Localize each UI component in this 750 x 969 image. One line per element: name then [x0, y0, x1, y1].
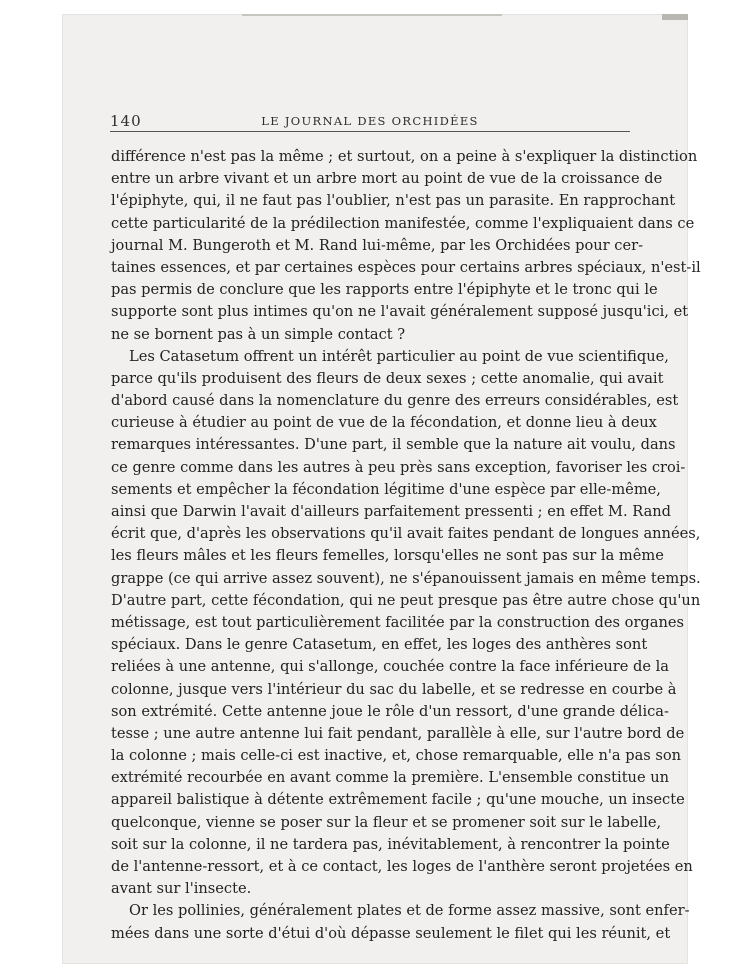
- text-line: ainsi que Darwin l'avait d'ailleurs parfaitement pressenti ; en effet M. Rand: [111, 503, 672, 520]
- text-line: ne se bornent pas à un simple contact ?: [111, 325, 406, 343]
- text-line: tesse ; une autre antenne lui fait pendant, parallèle à elle, sur l'autre bord de: [111, 724, 685, 742]
- page-header: [110, 110, 630, 132]
- text-line: parce qu'ils produisent des fleurs de deux sexes ; cette anomalie, qui avait: [111, 369, 664, 387]
- text-line: différence n'est pas la même ; et surtout, on a peine à s'expliquer la distinction: [111, 148, 698, 165]
- text-line: les fleurs mâles et les fleurs femelles, lorsqu'elles ne sont pas sur la même: [111, 547, 664, 565]
- text-line: appareil balistique à détente extrêmement facile ; qu'une mouche, un insecte: [111, 791, 685, 809]
- scan-corner-mark: [662, 14, 688, 20]
- text-line: entre un arbre vivant et un arbre mort au point de vue de la croissance de: [111, 170, 663, 188]
- text-line: mées dans une sorte d'étui d'où dépasse seulement le filet qui les réunit, et: [111, 924, 671, 942]
- paragraph: [111, 900, 690, 944]
- text-line: soit sur la colonne, il ne tardera pas, inévitablement, à rencontrer la pointe: [111, 835, 670, 853]
- text-line: avant sur l'insecte.: [111, 880, 252, 898]
- text-line: pas permis de conclure que les rapports entre l'épiphyte et le tronc qui le: [111, 281, 658, 299]
- page-number: 140: [110, 112, 142, 130]
- text-line: métissage, est tout particulièrement facilitée par la construction des organes: [111, 613, 684, 631]
- article-body: [111, 146, 701, 945]
- text-line: Or les pollinies, généralement plates et de forme assez massive, sont enfer-: [129, 902, 690, 920]
- text-line: l'épiphyte, qui, il ne faut pas l'oublier, n'est pas un parasite. En rapprochant: [111, 192, 676, 210]
- text-line: son extrémité. Cette antenne joue le rôle d'un ressort, d'une grande délica-: [111, 702, 669, 720]
- text-line: spéciaux. Dans le genre Catasetum, en effet, les loges des anthères sont: [111, 636, 648, 654]
- text-line: D'autre part, cette fécondation, qui ne peut presque pas être autre chose qu'un: [111, 591, 701, 609]
- text-line: curieuse à étudier au point de vue de la fécondation, et donne lieu à deux: [111, 414, 657, 432]
- text-line: journal M. Bungeroth et M. Rand lui-même, par les Orchidées pour cer-: [111, 236, 644, 254]
- text-line: reliées à une antenne, qui s'allonge, couchée contre la face inférieure de la: [111, 658, 669, 676]
- text-line: extrémité recourbée en avant comme la première. L'ensemble constitue un: [111, 769, 670, 787]
- running-title: LE JOURNAL DES ORCHIDÉES: [261, 114, 479, 128]
- paragraph: [111, 146, 701, 346]
- text-line: ce genre comme dans les autres à peu près sans exception, favoriser les croi-: [111, 458, 686, 476]
- header-rule: [110, 131, 630, 132]
- text-line: Les Catasetum offrent un intérêt particulier au point de vue scientifique,: [129, 347, 669, 365]
- text-line: colonne, jusque vers l'intérieur du sac du labelle, et se redresse en courbe à: [111, 680, 677, 698]
- text-line: remarques intéressantes. D'une part, il semble que la nature ait voulu, dans: [111, 436, 676, 454]
- text-line: grappe (ce qui arrive assez souvent), ne s'épanouissent jamais en même temps.: [111, 569, 701, 587]
- scan-top-edge: [242, 14, 502, 16]
- text-line: quelconque, vienne se poser sur la fleur et se promener soit sur le labelle,: [111, 813, 662, 831]
- text-line: d'abord causé dans la nomenclature du genre des erreurs considérables, est: [111, 392, 679, 410]
- text-line: supporte sont plus intimes qu'on ne l'avait généralement supposé jusqu'ici, et: [111, 303, 689, 321]
- text-line: la colonne ; mais celle-ci est inactive, et, chose remarquable, elle n'a pas son: [111, 747, 682, 765]
- text-line: écrit que, d'après les observations qu'il avait faites pendant de longues années,: [111, 525, 701, 543]
- text-line: sements et empêcher la fécondation légitime d'une espèce par elle-même,: [111, 480, 661, 498]
- text-line: cette particularité de la prédilection manifestée, comme l'expliquaient dans ce: [111, 214, 695, 232]
- text-line: de l'antenne-ressort, et à ce contact, les loges de l'anthère seront projetées en: [111, 858, 693, 875]
- paragraph: [111, 346, 701, 901]
- text-line: taines essences, et par certaines espèces pour certains arbres spéciaux, n'est-il: [111, 258, 701, 276]
